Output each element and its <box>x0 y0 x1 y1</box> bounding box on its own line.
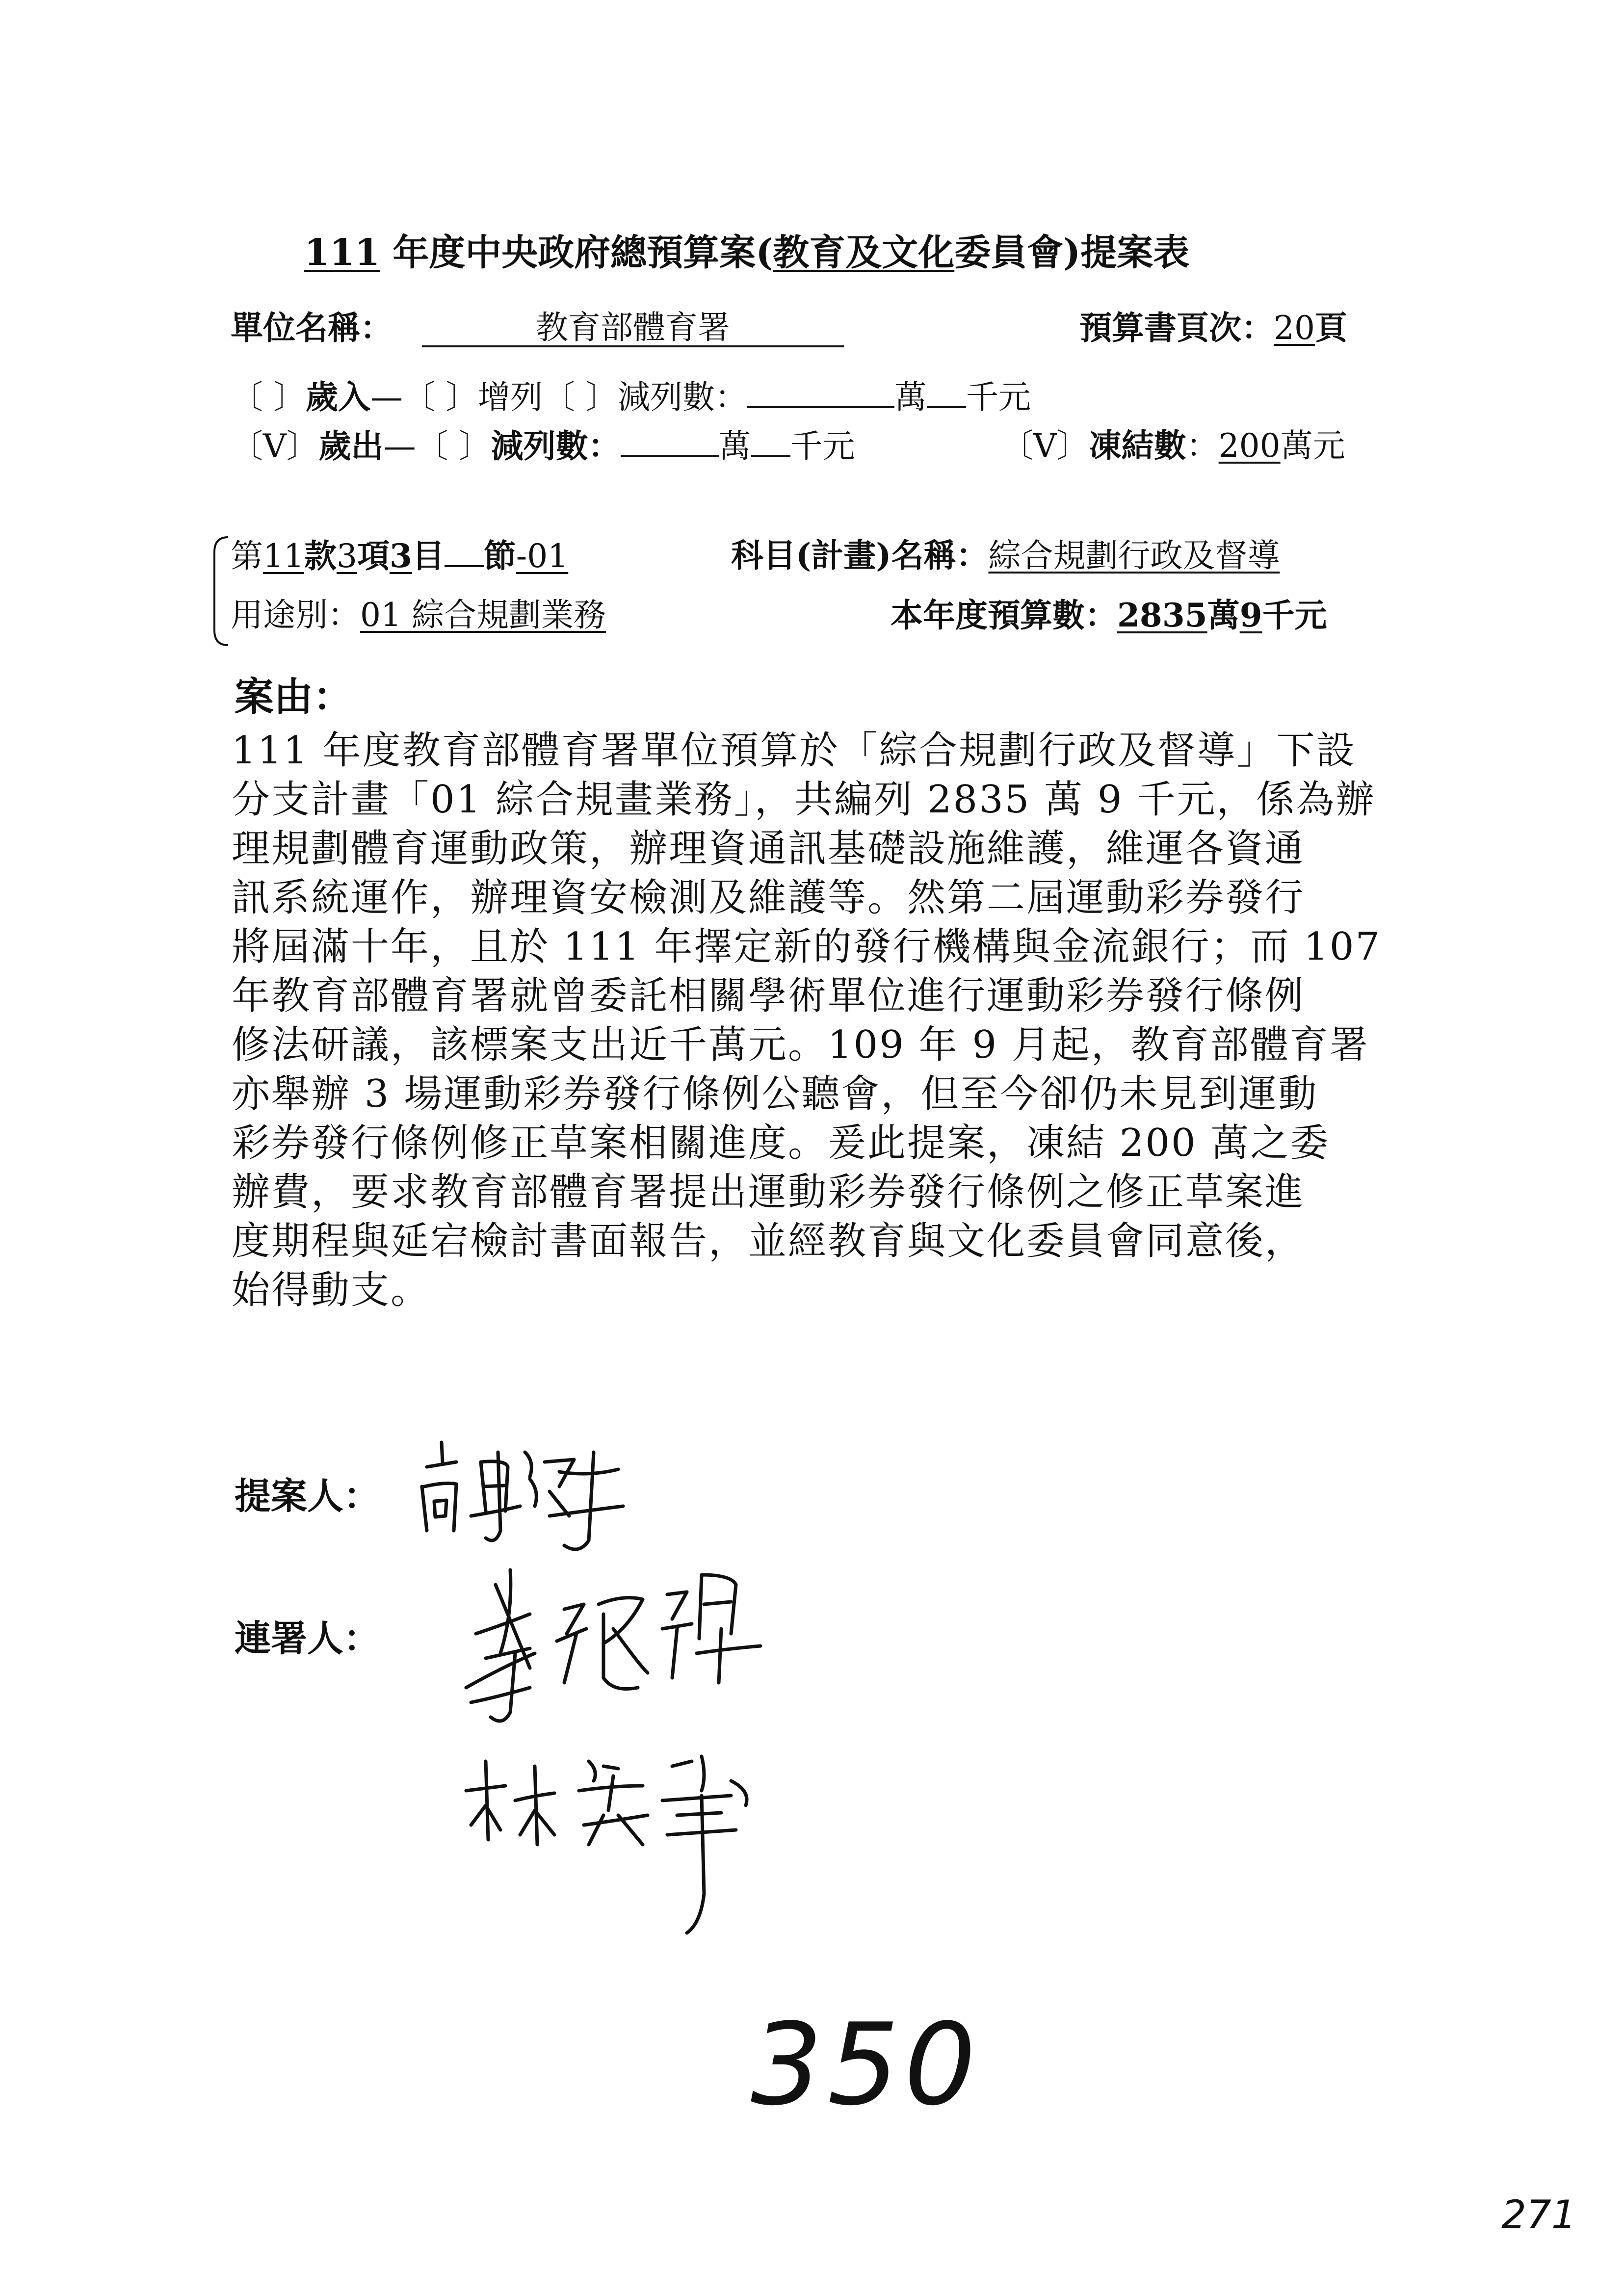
budget-wan: 2835 <box>1117 596 1207 634</box>
item-mu: 3 <box>389 537 412 575</box>
reason-line: 始得動支。 <box>232 1268 431 1312</box>
revenue-increase: 〔 〕增列 <box>402 378 543 416</box>
freeze-amount <box>1001 426 1345 466</box>
cosigner-label: 連署人： <box>235 1618 380 1660</box>
page-unit: 頁 <box>1314 309 1347 347</box>
budget-page <box>1079 308 1347 348</box>
reason-line: 年教育部體育署就曾委託相關學術單位進行運動彩券發行條例 <box>232 974 1305 1018</box>
subject <box>731 536 1280 575</box>
subject-label: 科目(計畫)名稱： <box>731 536 989 574</box>
revenue-decrease: 〔 〕減列數： <box>542 378 747 416</box>
reason-line: 辦費，要求教育部體育署提出運動彩券發行條例之修正草案進 <box>232 1170 1305 1214</box>
revenue-label: 歲入 <box>305 378 370 416</box>
reason-line: 理規劃體育運動政策，辦理資通訊基礎設施維護，維運各資通 <box>232 827 1305 871</box>
annual-budget <box>891 596 1327 635</box>
usage-value: 01 綜合規劃業務 <box>360 596 606 634</box>
budget-wan-label: 萬 <box>1207 596 1240 634</box>
proposer-signature <box>412 1433 648 1570</box>
freeze-label: 凍結數 <box>1089 426 1186 465</box>
expense-thousand-blank <box>751 426 790 457</box>
expense-decrease: 減列數： <box>491 427 621 465</box>
freeze-value: 200 <box>1218 427 1281 465</box>
expense-line <box>231 426 855 466</box>
revenue-wan-blank <box>747 377 894 408</box>
item-jie-label: 節 <box>483 537 516 575</box>
reason-line: 分支計畫「01 綜合規畫業務」，共編列 2835 萬 9 千元，係為辦 <box>232 778 1376 822</box>
item-kuan-label: 款 <box>304 537 337 575</box>
cosigner-signature-2 <box>456 1747 770 1953</box>
budget-thousand: 9 <box>1239 596 1262 634</box>
handwritten-page-number: 350 <box>751 2000 981 2131</box>
title-committee: 教育及文化 <box>773 232 955 274</box>
expense-label: 歲出 <box>318 427 384 465</box>
proposer-label: 提案人： <box>235 1475 380 1517</box>
budget-label: 本年度預算數： <box>891 596 1117 634</box>
freeze-colon: ： <box>1186 427 1219 465</box>
revenue-thousand-blank <box>927 377 966 408</box>
item-jie-blank <box>445 536 484 567</box>
reason-line: 將屆滿十年，且於 111 年擇定新的發行機構與金流銀行；而 107 <box>232 925 1382 969</box>
revenue-wan: 萬 <box>894 378 927 416</box>
freeze-check: 〔V〕 <box>1001 427 1089 465</box>
expense-check: 〔V〕 <box>231 427 319 465</box>
expense-wan-blank <box>621 426 719 457</box>
unit-value <box>422 308 844 347</box>
item-jie: -01 <box>516 537 569 575</box>
item-xiang-label: 項 <box>357 537 390 575</box>
page-value: 20 <box>1274 309 1315 347</box>
revenue-thousand: 千元 <box>966 378 1031 416</box>
expense-wan: 萬 <box>718 427 751 465</box>
revenue-line <box>231 377 1031 417</box>
item-line <box>231 536 568 576</box>
expense-dash: — <box>383 427 416 465</box>
usage <box>231 596 606 635</box>
item-mu-label: 目 <box>412 537 445 575</box>
reason-line: 111 年度教育部體育署單位預算於「綜合規劃行政及督導」下設 <box>232 729 1356 773</box>
expense-thousand: 千元 <box>790 427 855 465</box>
unit-label: 單位名稱： <box>231 309 393 347</box>
revenue-check: 〔 〕 <box>231 378 306 416</box>
reason-label: 案由： <box>235 674 352 720</box>
item-kuan: 11 <box>263 537 304 575</box>
usage-label: 用途別： <box>231 596 360 634</box>
title-suffix: 委員會)提案表 <box>954 232 1190 274</box>
subject-value: 綜合規劃行政及督導 <box>988 537 1280 574</box>
title-year: 111 <box>304 232 380 274</box>
expense-decrease-check: 〔 〕 <box>416 427 491 465</box>
item-di: 第 <box>231 537 263 575</box>
unit-value-text: 教育部體育署 <box>536 309 730 346</box>
title-prefix: 年度中央政府總預算案( <box>380 232 773 274</box>
freeze-unit: 萬元 <box>1280 427 1345 465</box>
item-xiang: 3 <box>336 537 357 575</box>
reason-body <box>232 726 1381 1315</box>
handwritten-page-number-small: 271 <box>1501 2192 1576 2238</box>
reason-line: 訊系統運作，辦理資安檢測及維護等。然第二屆運動彩券發行 <box>232 876 1305 920</box>
reason-line: 彩券發行條例修正草案相關進度。爰此提案，凍結 200 萬之委 <box>232 1121 1330 1165</box>
reason-line: 亦舉辦 3 場運動彩券發行條例公聽會，但至今卻仍未見到運動 <box>232 1072 1318 1116</box>
document-title <box>304 231 1189 275</box>
reason-line: 度期程與延宕檢討書面報告，並經教育與文化委員會同意後， <box>232 1219 1305 1263</box>
cosigner-signature-1 <box>456 1555 780 1742</box>
page-label: 預算書頁次： <box>1079 309 1274 347</box>
revenue-dash: — <box>370 378 403 416</box>
budget-thousand-label: 千元 <box>1262 596 1327 634</box>
item-bracket <box>209 532 233 650</box>
reason-line: 修法研議，該標案支出近千萬元。109 年 9 月起，教育部體育署 <box>232 1023 1369 1067</box>
